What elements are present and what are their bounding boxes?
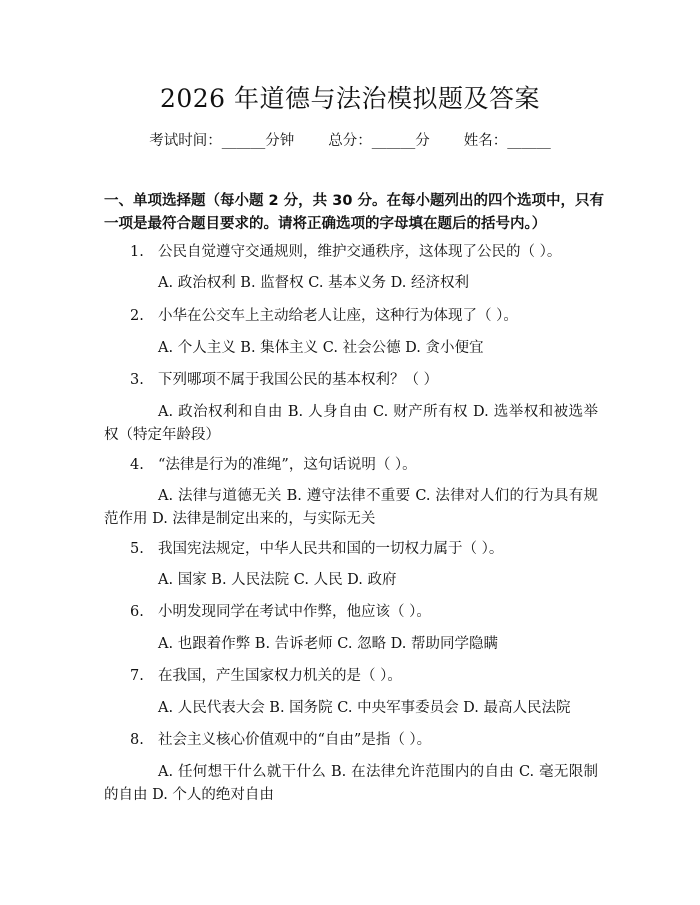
question-text: “法律是行为的准绳”，这句话说明（ ）。 <box>158 457 417 473</box>
question-text: 社会主义核心价值观中的“自由”是指（ ）。 <box>158 732 432 748</box>
question-number: 2. <box>130 308 144 324</box>
question-options: A. 政治权利和自由 B. 人身自由 C. 财产所有权 D. 选举权和被选举权（特定年龄段） <box>104 404 598 443</box>
question-options: A. 国家 B. 人民法院 C. 人民 D. 政府 <box>158 572 397 588</box>
question-stem <box>130 602 600 623</box>
question-number: 3. <box>130 372 144 388</box>
question-number: 6. <box>130 604 144 620</box>
question-options: A. 任何想干什么就干什么 B. 在法律允许范围内的自由 C. 毫无限制的自由 D. 个人的绝对自由 <box>104 764 598 803</box>
question-stem <box>130 455 600 476</box>
question-stem <box>130 730 600 751</box>
question-options: A. 法律与道德无关 B. 遵守法律不重要 C. 法律对人们的行为具有规范作用 D. 法律是制定出来的，与实际无关 <box>104 488 598 527</box>
question-stem <box>130 242 600 263</box>
document-title: 2026 年道德与法治模拟题及答案 <box>159 84 541 113</box>
question-number: 7. <box>130 668 144 684</box>
question-options: A. 人民代表大会 B. 国务院 C. 中央军事委员会 D. 最高人民法院 <box>158 700 571 716</box>
question-number: 8. <box>130 732 144 748</box>
score-unit: 分 <box>415 133 430 149</box>
question-text: 小华在公交车上主动给老人让座，这种行为体现了（ ）。 <box>158 308 518 324</box>
name-blank: ______ <box>507 133 551 149</box>
question-text: 在我国，产生国家权力机关的是（ ）。 <box>158 668 402 684</box>
question-number: 1. <box>130 244 144 260</box>
question-options: A. 也跟着作弊 B. 告诉老师 C. 忽略 D. 帮助同学隐瞒 <box>158 636 499 652</box>
question-number: 5. <box>130 541 144 557</box>
time-blank: ______ <box>221 133 266 149</box>
question-text: 公民自觉遵守交通规则，维护交通秩序，这体现了公民的（ ）。 <box>158 244 562 260</box>
section-heading: 一、单项选择题（每小题 2 分，共 30 分。在每小题列出的四个选项中，只有一项是最符合题目要求的。请将正确选项的字母填在题后的括号内。） <box>104 193 604 232</box>
question-options: A. 个人主义 B. 集体主义 C. 社会公德 D. 贪小便宜 <box>158 340 484 356</box>
question-text: 小明发现同学在考试中作弊，他应该（ ）。 <box>158 604 431 620</box>
question-number: 4. <box>130 457 144 473</box>
question-text: 我国宪法规定，中华人民共和国的一切权力属于（ ）。 <box>158 541 504 557</box>
question-stem <box>130 539 600 560</box>
time-unit: 分钟 <box>265 133 295 149</box>
question-options: A. 政治权利 B. 监督权 C. 基本义务 D. 经济权利 <box>158 275 470 291</box>
time-label: 考试时间： <box>149 133 222 149</box>
question-stem <box>130 306 600 327</box>
score-blank: ______ <box>371 133 416 149</box>
score-label: 总分： <box>328 133 372 149</box>
name-label: 姓名： <box>463 133 508 149</box>
question-stem <box>130 370 600 391</box>
question-text: 下列哪项不属于我国公民的基本权利？（ ） <box>158 372 439 388</box>
question-stem <box>130 666 600 687</box>
